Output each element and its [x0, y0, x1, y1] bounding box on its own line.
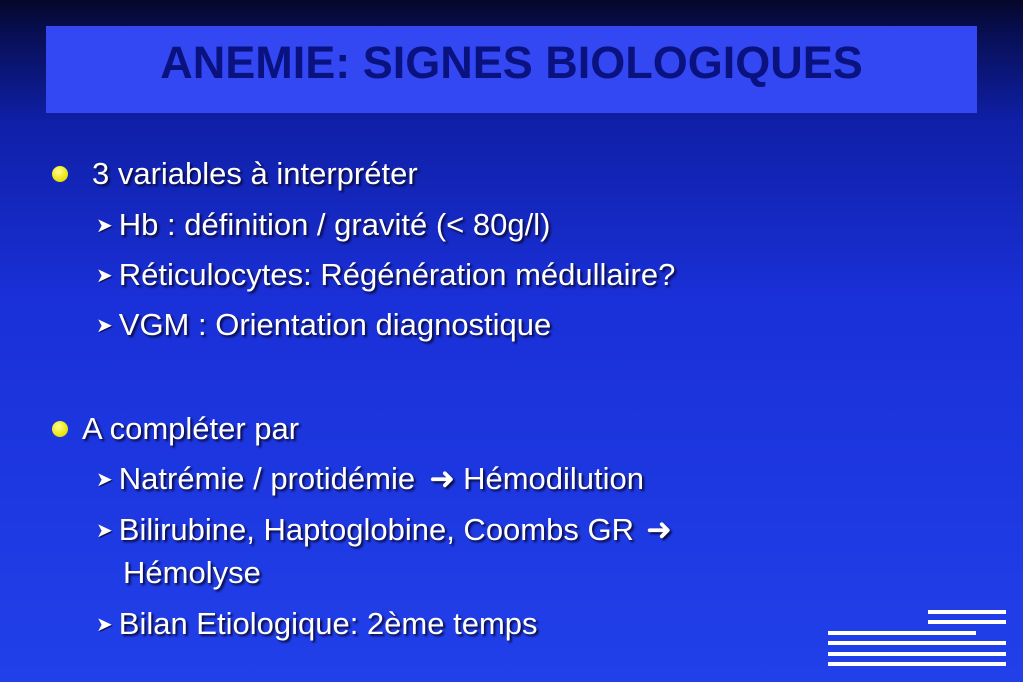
- sub-item-bilirubine-continued: [123, 555, 261, 591]
- stripe: [828, 641, 1006, 645]
- sub-item-result: Hémolyse: [123, 555, 261, 590]
- sub-item-result: Hémodilution: [463, 461, 645, 496]
- sub-item-natremie: [96, 461, 644, 497]
- chevron-right-icon: ➤: [96, 314, 113, 337]
- section2-heading: A compléter par: [82, 411, 300, 446]
- stripe: [828, 631, 976, 635]
- bullet-item-variables: [52, 156, 418, 192]
- slide-title: ANEMIE: SIGNES BIOLOGIQUES: [160, 37, 863, 88]
- arrow-right-icon: ➜: [645, 512, 672, 547]
- sub-item-vgm: [96, 307, 551, 343]
- title-banner: [46, 26, 977, 113]
- sub-item-text: VGM : Orientation diagnostique: [118, 307, 552, 342]
- sub-item-text: Bilirubine, Haptoglobine, Coombs GR: [118, 512, 634, 547]
- stripe: [828, 652, 1006, 656]
- chevron-right-icon: ➤: [96, 519, 113, 542]
- stripe: [828, 662, 1006, 666]
- stripe: [928, 620, 1006, 624]
- sub-item-text: Réticulocytes: Régénération médullaire?: [118, 257, 676, 292]
- section1-heading: 3 variables à interpréter: [92, 156, 418, 191]
- yellow-bullet-icon: [52, 421, 68, 437]
- sub-item-text: Hb : définition / gravité (< 80g/l): [118, 207, 551, 242]
- chevron-right-icon: ➤: [96, 264, 113, 287]
- chevron-right-icon: ➤: [96, 468, 113, 491]
- yellow-bullet-icon: [52, 166, 68, 182]
- chevron-right-icon: ➤: [96, 613, 113, 636]
- sub-item-text: Natrémie / protidémie: [118, 461, 416, 496]
- stripe: [928, 610, 1006, 614]
- chevron-right-icon: ➤: [96, 214, 113, 237]
- sub-item-reticulocytes: [96, 257, 675, 293]
- sub-item-bilan: [96, 606, 538, 642]
- sub-item-bilirubine: [96, 512, 680, 548]
- bullet-item-completer: [52, 411, 299, 447]
- sub-item-text: Bilan Etiologique: 2ème temps: [118, 606, 538, 641]
- arrow-right-icon: ➜: [429, 461, 456, 496]
- sub-item-hb: [96, 207, 550, 243]
